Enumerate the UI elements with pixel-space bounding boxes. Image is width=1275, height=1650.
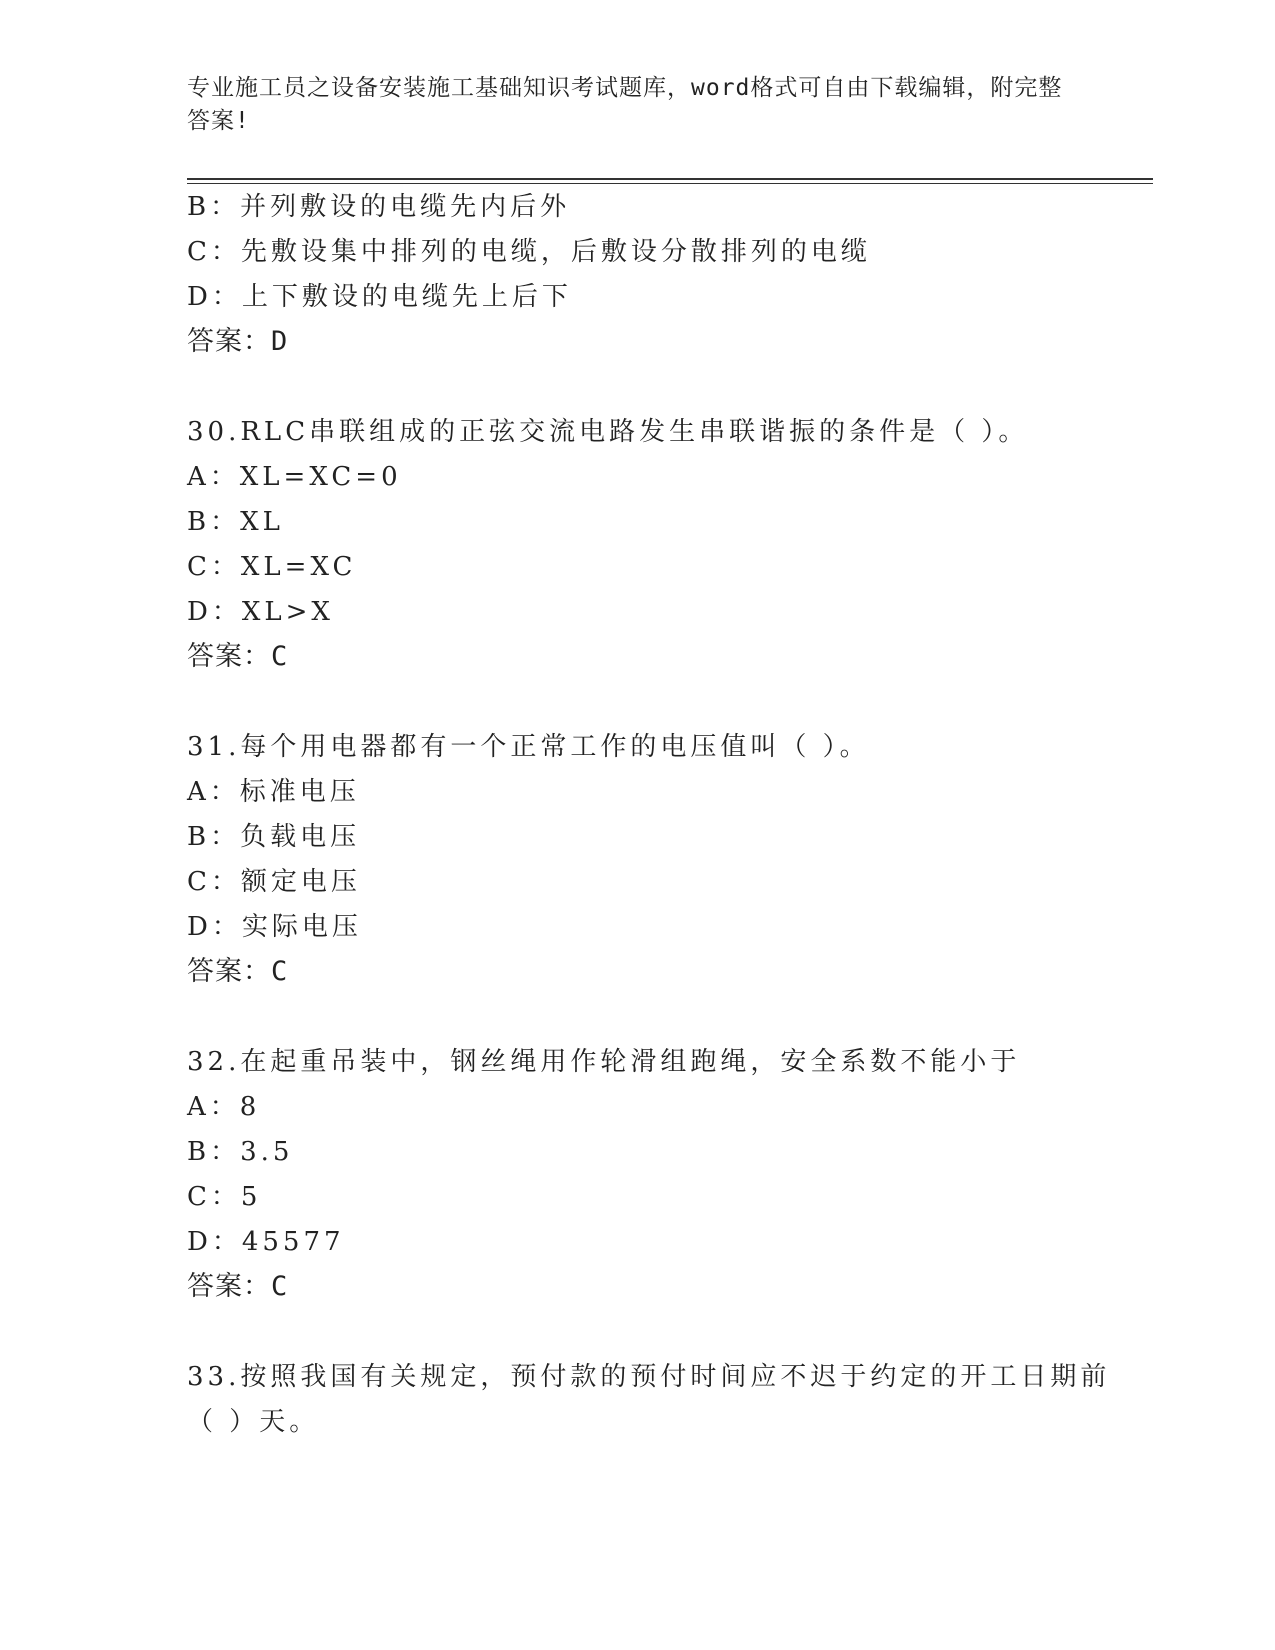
option-b: B：负载电压	[187, 822, 361, 852]
option-b: B：XL	[187, 507, 284, 537]
question-32: 32.在起重吊装中，钢丝绳用作轮滑组跑绳，安全系数不能小于	[187, 1047, 1021, 1077]
option-c: C：5	[187, 1182, 262, 1212]
option-d: D：实际电压	[187, 912, 362, 942]
header-rule-thin	[187, 183, 1153, 184]
option-a: A：XL=XC=0	[187, 462, 402, 492]
option-a: A：标准电压	[187, 777, 360, 807]
option-a: A：8	[187, 1092, 261, 1122]
answer: 答案：C	[187, 641, 289, 672]
question-33-continuation: （ ）天。	[187, 1407, 320, 1437]
answer: 答案：C	[187, 1271, 289, 1302]
option-b: B：并列敷设的电缆先内后外	[187, 192, 571, 222]
question-30: 30.RLC串联组成的正弦交流电路发生串联谐振的条件是（ ）。	[187, 417, 1029, 447]
document-header: 专业施工员之设备安装施工基础知识考试题库，word格式可自由下载编辑，附完整答案!	[187, 75, 1063, 134]
option-c: C：XL=XC	[187, 552, 357, 582]
option-c: C：先敷设集中排列的电缆，后敷设分散排列的电缆	[187, 237, 871, 267]
answer: 答案：D	[187, 326, 289, 357]
question-31: 31.每个用电器都有一个正常工作的电压值叫（ ）。	[187, 732, 870, 762]
question-33: 33.按照我国有关规定，预付款的预付时间应不迟于约定的开工日期前	[187, 1362, 1111, 1392]
answer: 答案：C	[187, 956, 289, 987]
option-d: D：上下敷设的电缆先上后下	[187, 282, 572, 312]
option-d: D：45577	[187, 1227, 345, 1257]
header-rule	[187, 178, 1153, 180]
option-d: D：XL>X	[187, 597, 334, 627]
option-b: B：3.5	[187, 1137, 294, 1167]
option-c: C：额定电压	[187, 867, 361, 897]
